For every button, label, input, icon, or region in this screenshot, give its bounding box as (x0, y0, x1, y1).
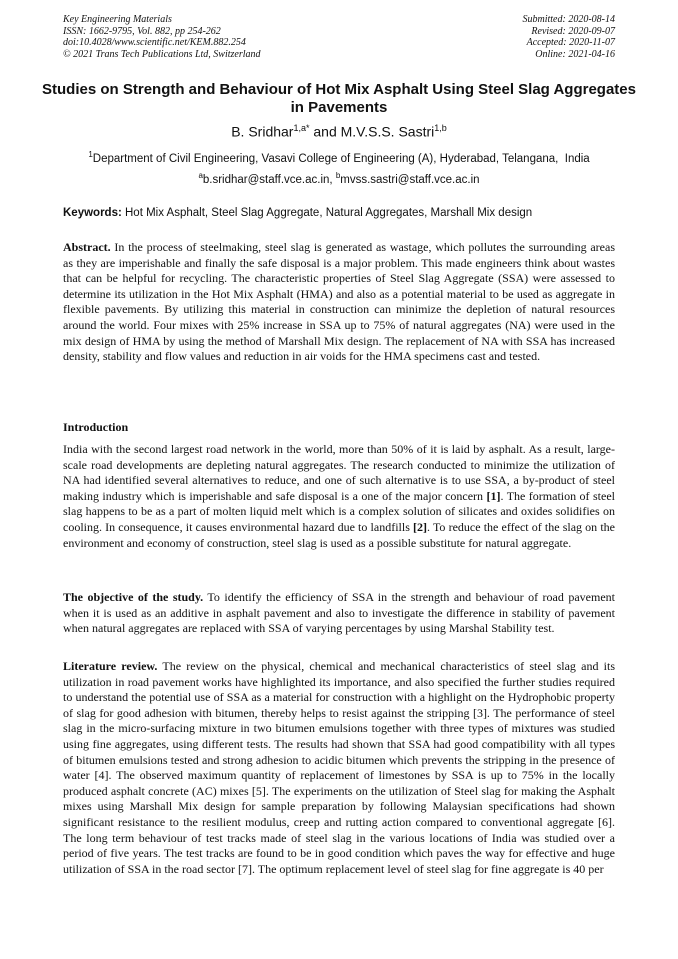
introduction-paragraph (63, 442, 615, 551)
author-1-superscript: 1,a* (293, 123, 310, 133)
introduction-text-2: . The formation of steel slag happens to be as a part of molten liquid melt which is a complex solution of silicates and oxides solidifies on cooling. In consequence, it causes environmental hazard due to landfills (63, 488, 615, 534)
abstract (63, 240, 615, 365)
affiliation-superscript: 1 (88, 150, 93, 159)
literature-text: The review on the physical, chemical and mechanical characteristics of steel slag and its utilization in road pavement works have highlighted its importance, and also specified the further studies required to understand the potential use of SSA as a material for construction with a highlight on the Hydrophobic property of slag for good adhesion with bitumen, thereby helps to resist against the stripping [3]. The performance of steel slag in the micro-surfacing mixture in two bitumen emulsions together with three types of mixtures was studied using fine aggregates, using different tests. The results had shown that SSA had good compatibility with all types of bitumen emulsions tested and strong adhesion to acidic bitumen which prevents the stripping in the presence of water [4]. The observed maximum quantity of replacement of limestones by SSA is up to 75% in the locally produced asphalt concrete (AC) mixes [5]. The experiments on the utilization of Steel slag for making the Asphalt mixes using Marshall Mix design for sample preparation by following Malaysian specifications had shown significant resistance to the resilient modulus, creep and rutting action compared to conventional aggregate [6]. The long term behaviour of test tracks made of steel slag in the various locations of India was studied over a period of five years. The test tracks are found to be in good condition which paves the way for effective and huge utilization of SSA in the road sector [7]. The optimum replacement level of steel slag for fine aggregate is 40 per (63, 659, 615, 876)
accepted-date: Accepted: 2020-11-07 (526, 37, 615, 48)
journal-issn: ISSN: 1662-9795, Vol. 882, pp 254-262 (63, 25, 221, 37)
email-b-superscript: b (335, 171, 341, 180)
submission-dates (523, 14, 616, 60)
author-2-superscript: 1,b (434, 123, 447, 133)
email-b: mvss.sastri@staff.vce.ac.in (340, 173, 480, 186)
abstract-text: In the process of steelmaking, steel slag is generated as wastage, which pollutes the surrounding areas as they are imperishable and finally the safe disposal is a major problem. This made engineers think about wastes that can be helpful for recycling. The characteristic properties of Steel Slag Aggregate (SSA) were assessed to determine its utilization in the Hot Mix Asphalt (HMA) and also as a potential material to be used as aggregate in flexible pavements. By utilizing this material in construction can minimize the depletion of natural resources around the world. Four mixes with 25% increase in SSA up to 75% of natural aggregates (NA) were used in the mix design of HMA by using the method of Marshall Mix design. The replacement of NA with SSA has increased density, stability and flow values and reduction in air voids for the HMA specimens cast and tested. (63, 240, 615, 364)
introduction-text-3: . To reduce the effect of the slag on the environment and economy of construction, steel slag is used as a possible substitute for natural aggregate. (63, 519, 615, 550)
author-1-name: B. Sridhar (231, 123, 294, 140)
abstract-label: Abstract. (63, 240, 111, 254)
journal-name: Key Engineering Materials (63, 14, 172, 25)
revised-date: Revised: 2020-09-07 (531, 25, 615, 37)
literature-review-paragraph (63, 659, 615, 877)
author-conjunction: and (309, 123, 341, 140)
paper-title: Studies on Strength and Behaviour of Hot Mix Asphalt Using Steel Slag Aggregates in Pavements (42, 81, 636, 116)
author-2-name: M.V.S.S. Sastri (340, 123, 435, 140)
introduction-heading: Introduction (63, 420, 129, 434)
introduction-text-1: India with the second largest road network in the world, more than 50% of it is laid by asphalt. As a result, large-scale road developments are depleting natural aggregates. The research conducted to minimize the utilization of NA had identified several alternatives to reduce, and one of such alternative is to use SSA, a by-product of steel making industry which is imperishable and safe disposal is a one of the major concern (63, 442, 615, 503)
email-a: b.sridhar@staff.vce.ac.in, (202, 173, 336, 186)
citation-1: [1] (486, 488, 501, 503)
keywords-text: Hot Mix Asphalt, Steel Slag Aggregate, Natural Aggregates, Marshall Mix design (121, 207, 533, 219)
citation-2: [2] (413, 519, 428, 534)
keywords (63, 207, 615, 219)
author-emails (0, 171, 678, 186)
journal-info (63, 14, 261, 60)
submitted-date: Submitted: 2020-08-14 (522, 14, 615, 25)
literature-label: Literature review. (63, 659, 158, 673)
author-list (0, 123, 678, 140)
journal-doi: doi:10.4028/www.scientific.net/KEM.882.254 (63, 37, 246, 48)
objective-label: The objective of the study. (63, 590, 204, 604)
affiliation-text: Department of Civil Engineering, Vasavi College of Engineering (A), Hyderabad, Telangana, India (92, 152, 590, 165)
affiliation (0, 150, 678, 165)
objective-text: To identify the efficiency of SSA in the strength and behaviour of road pavement when it is used as an additive in asphalt pavement and also to investigate the difference in stability of pavement when natural aggregates are replaced with SSA of varying percentages by using Marshal Stability test. (63, 590, 615, 636)
keywords-label: Keywords: (63, 207, 122, 219)
objective-paragraph (63, 590, 615, 637)
journal-copyright: © 2021 Trans Tech Publications Ltd, Switzerland (63, 48, 261, 60)
online-date: Online: 2021-04-16 (535, 48, 615, 60)
email-a-superscript: a (198, 171, 203, 180)
